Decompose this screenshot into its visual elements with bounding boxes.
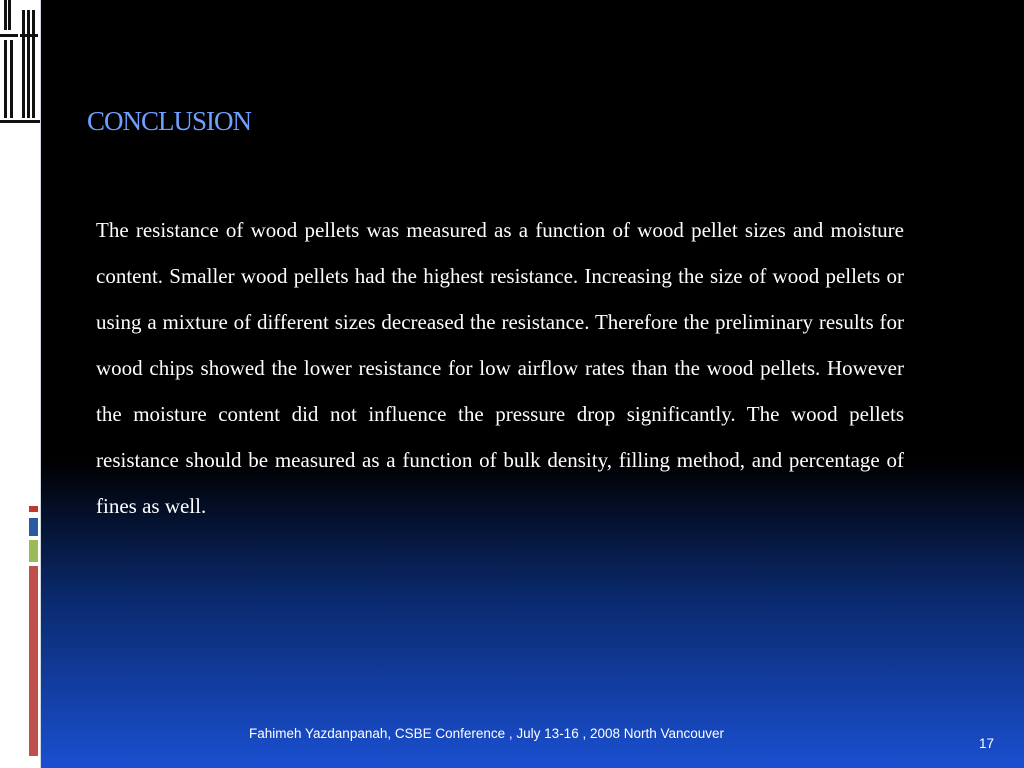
conclusion-text: The resistance of wood pellets was measured as a function of wood pellet sizes and moisture content. Smaller wood pellets had the highest resistance. Increasing the size of wood pellets or using a mixture of different sizes decreased the resistance. Therefore the preliminary results for wood chips showed the lower resistance for low airflow rates than the wood pellets. However the moisture content did not influence the pressure drop significantly. The wood pellets resistance should be measured as a function of bulk density, filling method, and percentage of fines as well. (96, 218, 904, 518)
page-number: 17 (978, 736, 994, 751)
accent-bar-longred (29, 566, 38, 756)
slide-title: CONCLUSION (87, 106, 252, 136)
accent-bar-green (29, 540, 38, 562)
left-sidebar-strip (0, 0, 41, 768)
slide-canvas (41, 0, 1024, 768)
slide-footer: Fahimeh Yazdanpanah, CSBE Conference , July 13-16 , 2008 North Vancouver (249, 726, 725, 741)
accent-bar-blue (29, 518, 38, 536)
accent-bar-red (29, 506, 38, 512)
window-pane-icon (0, 0, 40, 130)
